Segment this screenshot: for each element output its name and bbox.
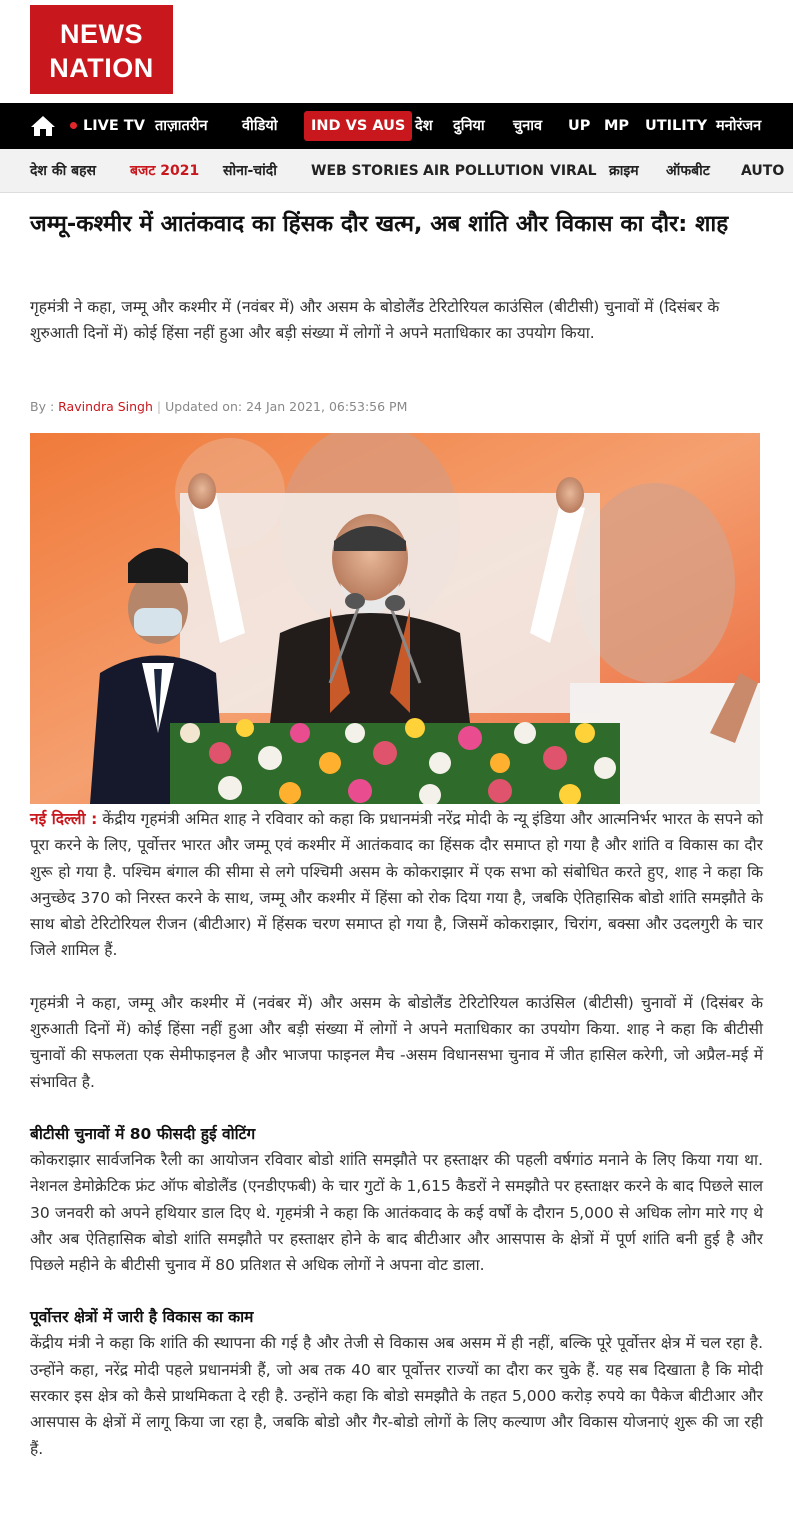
- article-paragraph-3: कोकराझार सार्वजनिक रैली का आयोजन रविवार बोडो शांति समझौते पर हस्ताक्षर की पहली वर्षगांठ मनाने के लिए किया गया था. नेशनल डेमोक्रेटिक फ्रंट ऑफ बोडोलैंड (एनडीएफबी) के चार गुटों के 1,615 कैडरों ने समझौते पर हस्ताक्षर करने के बाद पिछले साल 30 जनवरी को अपने हथियार डाल दिए थे. गृहमंत्री ने कहा कि आतंकवाद के कई वर्षों के दौरान 5,000 से अधिक लोग मारे गए थे और अब ऐतिहासिक बोडो शांति समझौते पर हस्ताक्षर होने के बाद बीटीआर और आसपास के क्षेत्रों में पूर्ण शांति बनी हुई है और पिछले महीने के बीटीसी चुनाव में 80 प्रतिशत से अधिक लोगों ने अपना वोट डाला.: [30, 1150, 763, 1275]
- article-paragraph-4: केंद्रीय मंत्री ने कहा कि शांति की स्थापना की गई है और तेजी से विकास अब असम में ही नहीं, बल्कि पूरे पूर्वोत्तर क्षेत्र में चल रहा है. उन्होंने कहा, नरेंद्र मोदी पहले प्रधानमंत्री हैं, जो अब तक 40 बार पूर्वोत्तर राज्यों का दौरा कर चुके हैं. यह सब दिखाता है कि मोदी सरकार इस क्षेत्र को कैसे प्राथमिकता दे रही है. उन्होंने कहा कि बोडो समझौते के तहत 5,000 करोड़ रुपये का पैकेज बीटीआर और आसपास के क्षेत्रों में लागू किया जा रहा है, जबकि बोडो और गैर-बोडो लोगों के लिए कल्याण और विकास योजनाएं शुरू की जा रही हैं.: [30, 1334, 763, 1458]
- by-label: By :: [30, 399, 59, 414]
- subnav-item-viral[interactable]: VIRAL: [550, 163, 597, 179]
- subnav-item-desh-ki-bahas[interactable]: देश की बहस: [30, 163, 96, 179]
- news-nation-logo[interactable]: [30, 5, 173, 94]
- nav-item-chunav[interactable]: चुनाव: [513, 118, 543, 134]
- rally-photo: [30, 433, 760, 804]
- article-paragraph-2: गृहमंत्री ने कहा, जम्मू और कश्मीर में (नवंबर में) और असम के बोडोलैंड टेरिटोरियल काउंसिल (बीटीसी) चुनावों में (दिसंबर के शुरुआती दिनों में) कोई हिंसा नहीं हुआ और बड़ी संख्या में लोगों ने अपने मताधिकार का उपयोग किया. शाह ने कहा कि बीटीसी चुनावों की सफलता एक सेमीफाइनल है और भाजपा फाइनल मैच -असम विधानसभा चुनाव में जीत हासिल करेगी, जो अप्रैल-मई में संभावित है.: [30, 993, 763, 1091]
- home-icon[interactable]: [30, 114, 56, 138]
- nav-item-desh[interactable]: देश: [415, 118, 433, 134]
- live-dot-icon: [70, 122, 77, 129]
- logo-line-1: NEWS: [60, 19, 143, 49]
- subnav-item-budget-2021[interactable]: बजट 2021: [130, 163, 200, 179]
- section-heading-1: बीटीसी चुनावों में 80 फीसदी हुई वोटिंग: [30, 1124, 256, 1143]
- paragraph-1-text: केंद्रीय गृहमंत्री अमित शाह ने रविवार को कहा कि प्रधानमंत्री नरेंद्र मोदी के न्यू इंडिया और आत्मनिर्भर भारत के सपने को पूरा करने के लिए, पूर्वोत्तर भारत और जम्मू एवं कश्मीर में आतंकवाद का हिंसक दौर समाप्त हो गया है और शांति व विकास का दौर शुरू हो गया है. पश्चिम बंगाल की सीमा से लगे पश्चिमी असम के कोकराझार में एक सभा को संबोधित करते हुए, शाह ने कहा कि अनुच्छेद 370 को निरस्त करने के साथ, जम्मू और कश्मीर में हिंसा को रोक दिया गया है, जबकि ऐतिहासिक बोडो शांति समझौते के साथ बोडो टेरिटोरियल रीजन (बीटीआर) में हिंसक चरण समाप्त हो गया है, जिसमें कोकराझार, चिरांग, बक्सा और उदलगुरी के चार जिले शामिल हैं.: [30, 810, 763, 960]
- article-body: [30, 806, 763, 1488]
- article-summary: गृहमंत्री ने कहा, जम्मू और कश्मीर में (नवंबर में) और असम के बोडोलैंड टेरिटोरियल काउंसिल (बीटीसी) चुनावों में (दिसंबर के शुरुआती दिनों में) कोई हिंसा नहीं हुआ और बड़ी संख्या में लोगों ने अपने मताधिकार का उपयोग किया.: [30, 298, 720, 342]
- nav-item-mp[interactable]: MP: [604, 118, 630, 134]
- byline-divider: |: [156, 399, 162, 414]
- main-nav: [0, 103, 793, 149]
- sub-nav: [0, 149, 793, 193]
- subnav-item-auto[interactable]: AUTO: [741, 163, 785, 179]
- article-paragraph-1: [30, 806, 763, 964]
- logo-line-2: NATION: [49, 53, 154, 83]
- subnav-item-crime[interactable]: क्राइम: [609, 163, 639, 179]
- subnav-item-web-stories[interactable]: WEB STORIES: [311, 163, 419, 179]
- nav-item-video[interactable]: वीडियो: [242, 118, 278, 134]
- nav-item-utility[interactable]: UTILITY: [645, 118, 708, 134]
- nav-item-live-tv[interactable]: [70, 103, 145, 149]
- subnav-item-air-pollution[interactable]: AIR POLLUTION: [423, 163, 544, 179]
- nav-item-ind-vs-aus[interactable]: IND VS AUS: [304, 111, 412, 141]
- nav-item-duniya[interactable]: दुनिया: [453, 118, 485, 134]
- subnav-item-offbeat[interactable]: ऑफबीट: [666, 163, 710, 179]
- article-headline: जम्मू-कश्मीर में आतंकवाद का हिंसक दौर खत्म, अब शांति और विकास का दौर: शाह: [30, 211, 729, 237]
- nav-item-manoranjan[interactable]: मनोरंजन: [716, 118, 762, 134]
- updated-label: Updated on:: [165, 399, 247, 414]
- updated-timestamp: 24 Jan 2021, 06:53:56 PM: [246, 399, 408, 414]
- section-heading-2: पूर्वोत्तर क्षेत्रों में जारी है विकास का काम: [30, 1308, 254, 1327]
- nav-item-latest[interactable]: ताज़ातरीन: [155, 118, 208, 134]
- byline: [30, 399, 407, 414]
- dateline: नई दिल्ली :: [30, 810, 98, 828]
- author-link[interactable]: Ravindra Singh: [58, 399, 153, 414]
- article-hero-image: [30, 433, 760, 804]
- subnav-item-gold-silver[interactable]: सोना-चांदी: [223, 163, 277, 179]
- nav-item-up[interactable]: UP: [568, 118, 591, 134]
- nav-live-label: LIVE TV: [83, 118, 145, 134]
